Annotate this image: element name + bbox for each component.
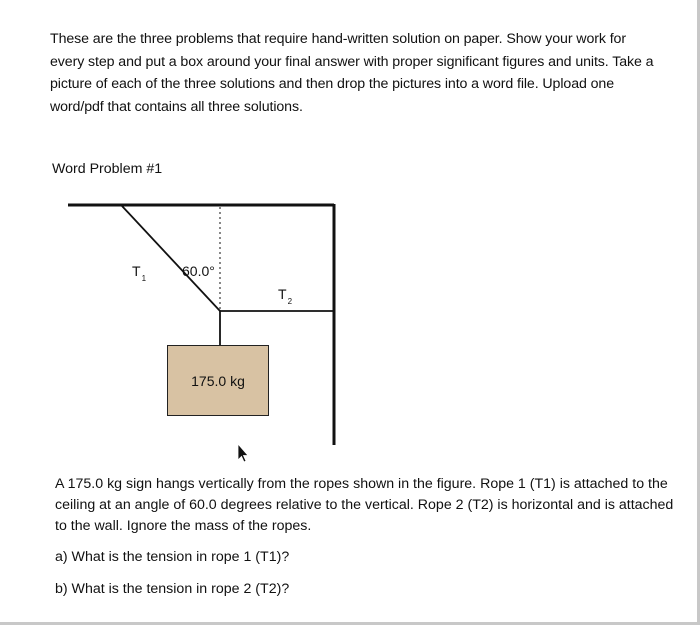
hanging-mass-box: [167, 345, 269, 416]
problem-statement: [55, 474, 685, 537]
t2-label: $T_2$: [278, 286, 293, 306]
mouse-cursor-icon: [232, 442, 252, 466]
instructions-line: These are the three problems that require hand-written solution on paper. Show your work for: [50, 31, 626, 47]
instructions-line: word/pdf that contains all three solutions.: [50, 98, 303, 115]
rope-1: [122, 206, 220, 311]
question-b: b) What is the tension in rope 2 (T2)?: [55, 581, 290, 597]
instructions-line: every step and put a box around your final answer with proper significant figures and units. Take a: [50, 53, 654, 70]
t1-label: $T_1$: [132, 263, 147, 283]
problem-figure: [60, 195, 350, 455]
problem-line: to the wall. Ignore the mass of the ropes.: [55, 518, 312, 534]
problem-line: ceiling at an angle of 60.0 degrees relative to the vertical. Rope 2 (T2) is horizontal and is attached: [55, 497, 674, 513]
section-title: Word Problem #1: [52, 161, 163, 177]
question-a: a) What is the tension in rope 1 (T1)?: [55, 549, 290, 565]
angle-label: 60.0°: [182, 263, 215, 279]
problem-line: A 175.0 kg sign hangs vertically from the ropes shown in the figure. Rope 1 (T1) is attached to the: [55, 476, 668, 492]
instructions-paragraph: [50, 28, 690, 118]
mass-label: 175.0 kg: [191, 372, 245, 389]
instructions-line: picture of each of the three solutions and then drop the pictures into a word file. Upload one: [50, 76, 614, 92]
figure-drawing: [60, 195, 350, 455]
